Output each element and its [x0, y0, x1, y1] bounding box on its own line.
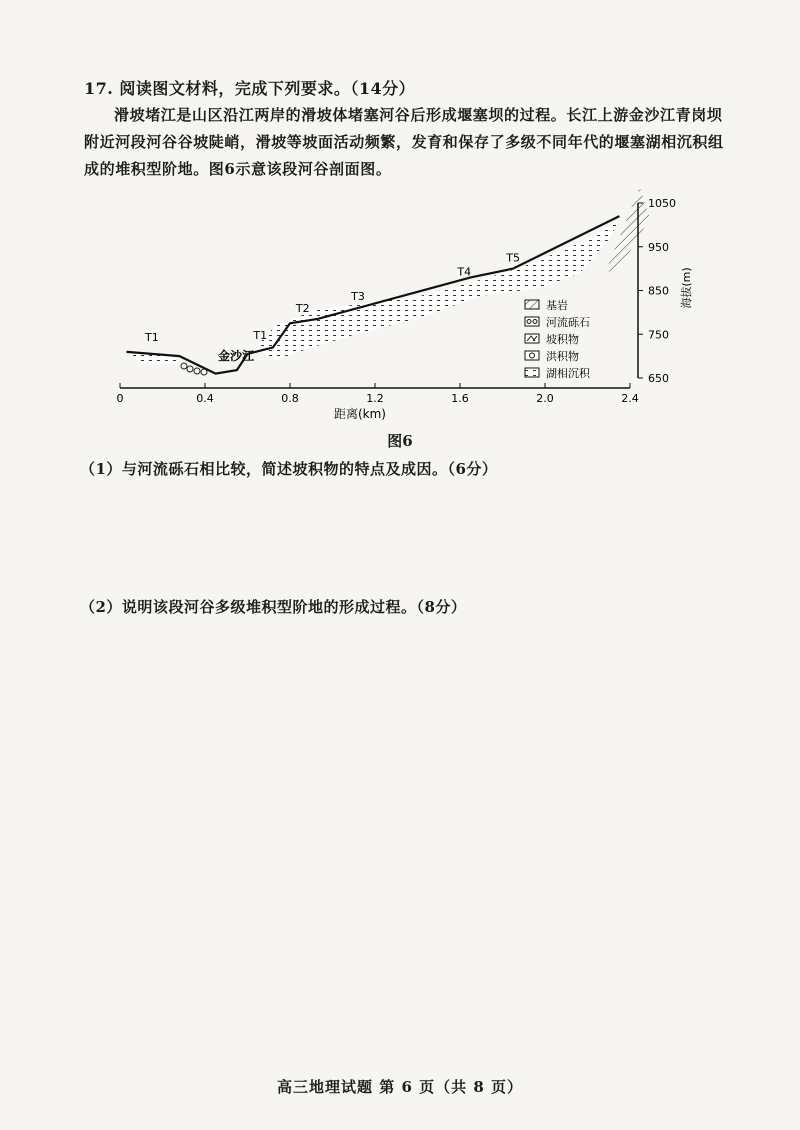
- x-tick-label: 1.2: [366, 392, 384, 405]
- x-tick-label: 0.4: [196, 392, 214, 405]
- valley-profile-chart: [100, 178, 740, 428]
- question-paragraph: 滑坡堵江是山区沿江两岸的滑坡体堵塞河谷后形成堰塞坝的过程。长江上游金沙江青岗坝附近河段河谷谷坡陡峭，滑坡等坡面活动频繁，发育和保存了多级不同年代的堰塞湖相沉积组成的堆积型阶地。图6示意该段河谷剖面图。: [84, 106, 724, 178]
- figure-caption: 图6: [387, 432, 413, 450]
- legend-colluvium: 坡积物: [546, 333, 579, 346]
- y-tick-label: 950: [648, 240, 669, 254]
- terrace-label: T4: [457, 265, 472, 279]
- y-tick-label: 650: [648, 372, 669, 385]
- subquestion-1: （1）与河流砾石相比较，简述坡积物的特点及成因。（6分）: [80, 460, 498, 478]
- terrace-label: T5: [506, 251, 520, 265]
- x-tick-label: 0.8: [281, 392, 299, 405]
- y-tick-label: 750: [648, 328, 669, 342]
- legend-swatch-colluvium: [525, 334, 539, 343]
- legend-swatch-bedrock: [525, 300, 539, 309]
- legend-alluvial: 洪积物: [546, 350, 579, 363]
- x-tick-label: 1.6: [451, 392, 469, 405]
- x-axis-label: 距离(km): [333, 407, 387, 421]
- river-gravel: [181, 363, 207, 375]
- valley-profile-figure: [100, 178, 740, 428]
- terrace-label: T1: [253, 329, 268, 343]
- question-title: 17. 阅读图文材料，完成下列要求。（14分）: [84, 79, 416, 98]
- page-footer: 高三地理试题 第 6 页（共 8 页）: [277, 1078, 523, 1096]
- legend-swatch-alluvial: [525, 351, 539, 360]
- y-axis-label: 海拔(m): [680, 267, 693, 309]
- legend-lake: 湖相沉积: [546, 367, 590, 380]
- x-tick-label: 0: [116, 392, 124, 405]
- legend-bedrock: 基岩: [546, 299, 568, 312]
- legend-gravel: 河流砾石: [546, 316, 590, 329]
- legend: [525, 298, 591, 380]
- x-tick-label: 2.4: [621, 392, 639, 405]
- y-tick-label: 850: [648, 284, 669, 298]
- subquestion-2: （2）说明该段河谷多级堆积型阶地的形成过程。（8分）: [80, 598, 467, 616]
- terrace-label: T3: [351, 289, 365, 303]
- terrace-label: T2: [295, 302, 310, 315]
- river-label: 金沙江: [218, 349, 255, 363]
- terrace-label: T1: [145, 330, 159, 344]
- y-tick-label: 1050: [648, 197, 676, 210]
- x-tick-label: 2.0: [536, 392, 554, 405]
- legend-swatch-lake: [525, 368, 539, 377]
